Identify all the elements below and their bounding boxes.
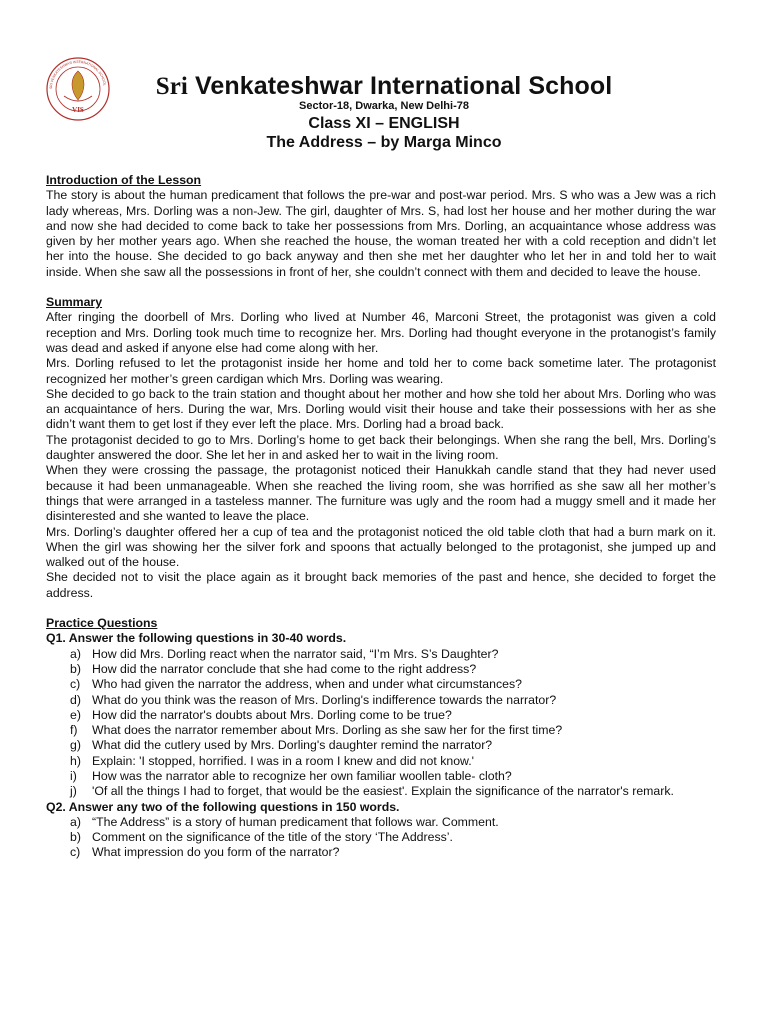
item-label: b) [70, 661, 81, 676]
item-label: h) [70, 753, 81, 768]
summary-paragraph: When they were crossing the passage, the protagonist noticed their Hanukkah candle stand that they had never used because it had been unmanageable. When she reached the living room, she was horrified as she saw all her mother’s things that were arranged in a tasteless manner. The furniture was ugly and the room had a muggy smell and it made her disinterested and she wanted to leave the place. [46, 463, 716, 524]
summary-paragraph: The protagonist decided to go to Mrs. Dorling’s home to get back their belongings. When she rang the bell, Mrs. Dorling’s daughter answered the door. She let her in and asked her to wait in the living room. [46, 432, 716, 463]
item-label: a) [70, 646, 81, 661]
introduction-text: The story is about the human predicament that follows the pre-war and post-war period. Mrs. S who was a Jew was a rich lady whereas, Mrs. Dorling was a non-Jew. The girl, daughter of Mrs. S, had lost her house and her mother during the war and now she had decided to come back to take her possessions from Mrs. Dorling, an acquaintance whose address was given by her mother years ago. When she reached the house, the woman treated her with a cold reception and didn’t let her into the house. She decided to go back anyway and then she met her daughter who let her in and told her to wait inside. When she saw all the possessions in front of her, she couldn’t connect with them and decided to leave the house. [46, 188, 716, 279]
list-item [46, 723, 716, 738]
question-1-list [46, 647, 716, 800]
item-label: d) [70, 692, 81, 707]
school-address: Sector-18, Dwarka, New Delhi-78 [299, 100, 469, 112]
item-text: Who had given the narrator the address, when and under what circumstances? [92, 677, 522, 692]
item-label: b) [70, 830, 81, 845]
summary-heading: Summary [46, 295, 103, 310]
logo-ring-text: SRI VENKATESHWAR INTERNATIONAL SCHOOL [48, 59, 107, 90]
practice-heading: Practice Questions [46, 616, 158, 631]
document-body [46, 173, 716, 861]
list-item [46, 815, 716, 830]
list-item [46, 784, 716, 799]
class-title: Class XI – ENGLISH [308, 115, 460, 132]
item-label: c) [70, 845, 81, 860]
list-item [46, 647, 716, 662]
list-item [46, 845, 716, 860]
item-text: “The Address” is a story of human predicament that follows war. Comment. [92, 814, 499, 829]
school-name [0, 72, 768, 101]
list-item [46, 830, 716, 845]
item-label: i) [70, 768, 77, 783]
school-prefix: Sri [155, 73, 188, 100]
item-label: j) [70, 784, 77, 799]
item-label: f) [70, 723, 78, 738]
item-label: e) [70, 707, 81, 722]
list-item [46, 662, 716, 677]
item-text: Comment on the significance of the title of the story ‘The Address’. [92, 830, 453, 845]
list-item [46, 754, 716, 769]
list-item [46, 769, 716, 784]
item-text: What did the cutlery used by Mrs. Dorling's daughter remind the narrator? [92, 738, 493, 753]
item-text: What does the narrator remember about Mrs. Dorling as she saw her for the first time? [92, 723, 563, 738]
item-text: How was the narrator able to recognize her own familiar woollen table- cloth? [92, 768, 512, 783]
summary-paragraph: She decided not to visit the place again as it brought back memories of the past and hence, she decided to forget the address. [46, 570, 716, 600]
list-item [46, 693, 716, 708]
lesson-title: The Address – by Marga Minco [266, 134, 502, 151]
item-text: What impression do you form of the narrator? [92, 845, 340, 860]
list-item [46, 738, 716, 753]
item-text: Explain: 'I stopped, horrified. I was in a room I knew and did not know.' [92, 753, 475, 768]
summary-paragraph: After ringing the doorbell of Mrs. Dorling who lived at Number 46, Marconi Street, the protagonist was given a cold reception and Mrs. Dorling took much time to recognize her. Mrs. Dorling had thought everyone in the protanogist’s family was dead and asked if anyone else had come along with her. [46, 310, 716, 355]
introduction-heading: Introduction of the Lesson [46, 173, 202, 187]
logo-initials: VIS [72, 106, 84, 114]
item-label: c) [70, 677, 81, 692]
item-label: g) [70, 738, 81, 753]
summary-paragraph: Mrs. Dorling refused to let the protagonist inside her home and told her to come back sometime later. The protagonist recognized her mother’s green cardigan which Mrs. Dorling was wearing. [46, 356, 716, 386]
list-item [46, 677, 716, 692]
item-text: How did the narrator's doubts about Mrs. Dorling come to be true? [92, 707, 452, 722]
question-2-list [46, 815, 716, 861]
item-text: How did the narrator conclude that she had come to the right address? [92, 661, 477, 676]
item-text: How did Mrs. Dorling react when the narrator said, “I’m Mrs. S’s Daughter? [92, 646, 499, 661]
summary-paragraph: Mrs. Dorling’s daughter offered her a cup of tea and the protagonist noticed the old table cloth that had a burn mark on it. When the girl was showing her the silver fork and spoons that actually belonged to the protagonist, she jumped up and walked out of the house. [46, 524, 716, 570]
summary-paragraph: She decided to go back to the train station and thought about her mother and how she told her about Mrs. Dorling who was an acquaintance of hers. During the war, Mrs. Dorling would visit their house and take their possessions with her as she didn’t want them to get lost if they ever left the place. Mrs. Dorling had a broad back. [46, 386, 716, 432]
list-item [46, 708, 716, 723]
item-text: 'Of all the things I had to forget, that would be the easiest'. Explain the significance of the narrator's remark. [92, 784, 674, 799]
school-name-text: Venkateshwar International School [194, 72, 613, 100]
item-text: What do you think was the reason of Mrs. Dorling's indifference towards the narrator? [92, 692, 557, 707]
question-2-title: Q2. Answer any two of the following questions in 150 words. [46, 799, 400, 814]
question-1-title: Q1. Answer the following questions in 30-40 words. [46, 631, 347, 646]
item-label: a) [70, 814, 81, 829]
